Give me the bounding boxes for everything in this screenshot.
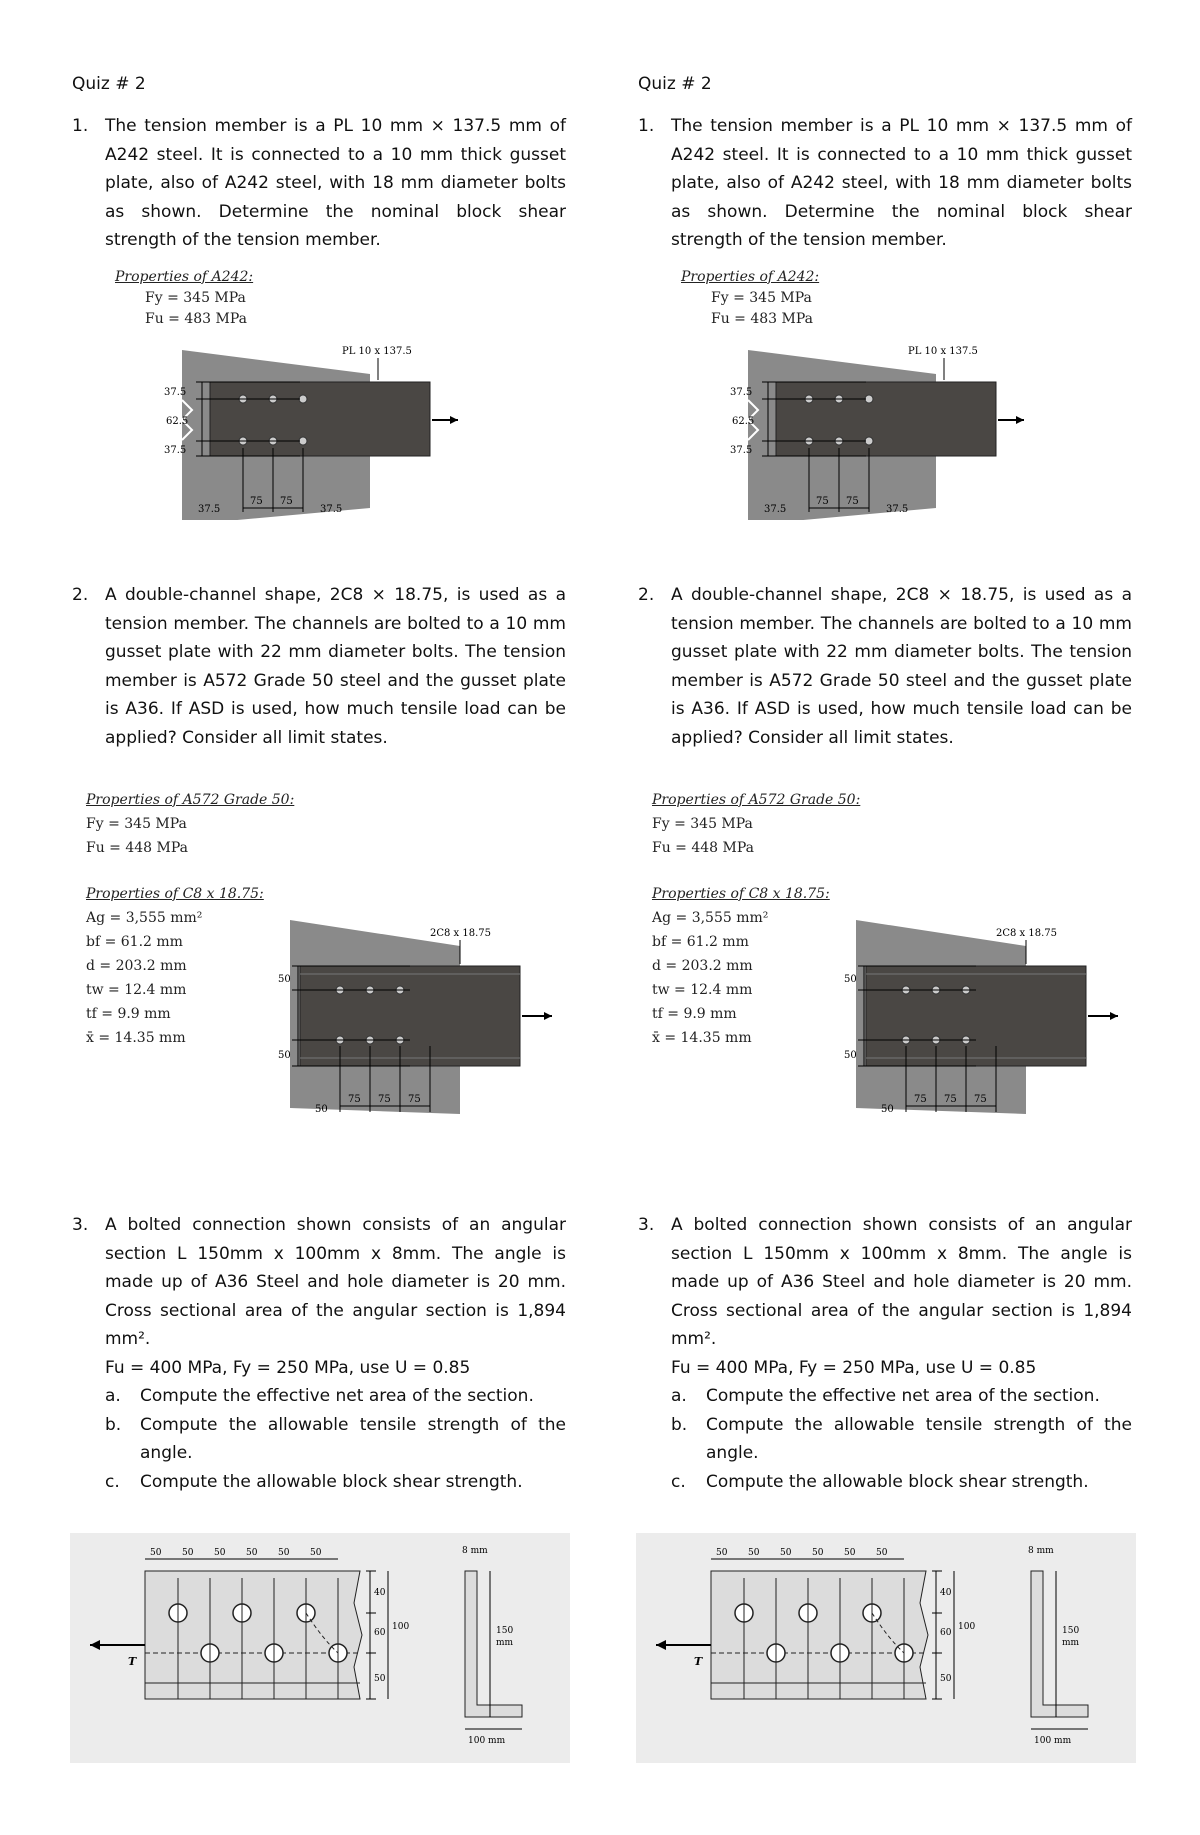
question-number: 3.	[638, 1215, 655, 1235]
question-text: The tension member is a PL 10 mm × 137.5 mm of A242 steel. It is connected to a 10 mm thick gusset plate, also of A242 steel, with 18 mm diameter bolts as shown. Determine the nominal block shear strength of the tension member.	[671, 116, 1132, 250]
bolt	[299, 437, 307, 445]
sub-questions	[105, 1382, 566, 1496]
fu-value: Fu = 448 MPa	[652, 840, 755, 856]
spacing-5: 50	[278, 1548, 290, 1558]
question-number: 2.	[72, 585, 89, 605]
dim-60: 60	[940, 1628, 952, 1638]
width-label: 100 mm	[468, 1736, 506, 1746]
sub-question-b: b. Compute the allowable tensile strength of the angle.	[105, 1414, 566, 1463]
dim-spacing-1: 75	[816, 496, 829, 507]
quiz-title: Quiz # 2	[72, 74, 146, 94]
tw-value: tw = 12.4 mm	[652, 982, 753, 998]
quiz-column-left	[70, 0, 570, 1835]
tf-value: tf = 9.9 mm	[652, 1006, 737, 1022]
bolt	[865, 395, 873, 403]
question-2	[70, 581, 566, 752]
dim-right-edge: 37.5	[320, 504, 343, 515]
section-label: 2C8 x 18.75	[996, 928, 1058, 939]
sub-question-a: a. Compute the effective net area of the section.	[671, 1386, 1100, 1406]
spacing-1: 50	[716, 1548, 728, 1558]
spacing-4: 50	[246, 1548, 258, 1558]
properties-header: Properties of A242:	[681, 269, 820, 285]
ag-value: Ag = 3,555 mm²	[86, 910, 203, 926]
thickness-label: 8 mm	[462, 1546, 488, 1556]
bf-value: bf = 61.2 mm	[86, 934, 183, 950]
properties-a242	[681, 267, 819, 330]
dim-top: 37.5	[730, 387, 753, 398]
tf-value: tf = 9.9 mm	[86, 1006, 171, 1022]
dim-50: 50	[374, 1674, 386, 1684]
dim-bot: 37.5	[730, 445, 753, 456]
arrow-head-icon	[450, 416, 458, 424]
height-label: 150	[496, 1626, 514, 1636]
angle-connection-figure	[70, 1533, 570, 1763]
properties-header: Properties of A572 Grade 50:	[652, 792, 861, 808]
dim-bot: 50	[278, 1050, 291, 1061]
spacing-3: 50	[780, 1548, 792, 1558]
double-channel-figure	[796, 918, 1126, 1118]
question-3	[636, 1211, 1132, 1496]
quiz-column-right	[636, 0, 1136, 1835]
spacing-1: 50	[150, 1548, 162, 1558]
sub-question-a: a. Compute the effective net area of the section.	[105, 1386, 534, 1406]
fu-value: Fu = 483 MPa	[145, 311, 248, 327]
dim-bot: 50	[844, 1050, 857, 1061]
dim-top: 50	[278, 974, 291, 985]
xbar-value: x̄ = 14.35 mm	[86, 1030, 186, 1046]
tw-value: tw = 12.4 mm	[86, 982, 187, 998]
spacing-5: 50	[844, 1548, 856, 1558]
bolt	[865, 437, 873, 445]
question-1	[636, 112, 1132, 255]
dim-left-edge: 37.5	[198, 504, 221, 515]
dim-top: 50	[844, 974, 857, 985]
dim-spacing-1: 75	[250, 496, 263, 507]
properties-header: Properties of C8 x 18.75:	[652, 886, 830, 902]
fy-value: Fy = 345 MPa	[652, 816, 753, 832]
sub-question-c: c. Compute the allowable block shear strength.	[105, 1471, 523, 1492]
dim-top: 37.5	[164, 387, 187, 398]
spacing-6: 50	[310, 1548, 322, 1558]
arrow-head-icon	[1110, 1012, 1118, 1020]
question-text: A bolted connection shown consists of an angular section L 150mm x 100mm x 8mm. The angle is made up of A36 Steel and hole diameter is 20 mm. Cross sectional area of the angular section is 1,894 mm².	[671, 1215, 1132, 1349]
fu-value: Fu = 448 MPa	[86, 840, 189, 856]
angle-connection-figure	[636, 1533, 1136, 1763]
dim-left-edge: 50	[315, 1104, 328, 1115]
dim-right-edge: 37.5	[886, 504, 909, 515]
question-3	[70, 1211, 566, 1496]
properties-a572	[652, 788, 860, 860]
fu-value: Fu = 483 MPa	[711, 311, 814, 327]
question-number: 2.	[638, 585, 655, 605]
dim-40: 40	[374, 1588, 386, 1598]
question-number: 1.	[638, 116, 655, 136]
load-label: T	[128, 1655, 137, 1668]
properties-header: Properties of A242:	[115, 269, 254, 285]
properties-a242	[115, 267, 253, 330]
spacing-4: 50	[812, 1548, 824, 1558]
question-text: A bolted connection shown consists of an angular section L 150mm x 100mm x 8mm. The angle is made up of A36 Steel and hole diameter is 20 mm. Cross sectional area of the angular section is 1,894 mm².	[105, 1215, 566, 1349]
thickness-label: 8 mm	[1028, 1546, 1054, 1556]
spacing-6: 50	[876, 1548, 888, 1558]
dim-100: 100	[392, 1622, 410, 1632]
height-unit: mm	[1062, 1638, 1080, 1648]
plate-label: PL 10 x 137.5	[908, 346, 978, 357]
load-label: T	[694, 1655, 703, 1668]
section-label: 2C8 x 18.75	[430, 928, 492, 939]
channel-member	[300, 966, 520, 1066]
ag-value: Ag = 3,555 mm²	[652, 910, 769, 926]
sub-question-b: b. Compute the allowable tensile strength of the angle.	[671, 1414, 1132, 1463]
question-2	[636, 581, 1132, 752]
given-values: Fu = 400 MPa, Fy = 250 MPa, use U = 0.85	[671, 1357, 1037, 1378]
plate-label: PL 10 x 137.5	[342, 346, 412, 357]
question-text: The tension member is a PL 10 mm × 137.5 mm of A242 steel. It is connected to a 10 mm thick gusset plate, also of A242 steel, with 18 mm diameter bolts as shown. Determine the nominal block shear strength of the tension member.	[105, 116, 566, 250]
given-values: Fu = 400 MPa, Fy = 250 MPa, use U = 0.85	[105, 1357, 471, 1378]
spacing-2: 50	[182, 1548, 194, 1558]
question-text: A double-channel shape, 2C8 × 18.75, is used as a tension member. The channels are bolted to a 10 mm gusset plate with 22 mm diameter bolts. The tension member is A572 Grade 50 steel and the gusset plate is A36. If ASD is used, how much tensile load can be applied? Consider all limit states.	[671, 585, 1132, 748]
height-unit: mm	[496, 1638, 514, 1648]
d-value: d = 203.2 mm	[86, 958, 187, 974]
fy-value: Fy = 345 MPa	[145, 290, 246, 306]
properties-a572	[86, 788, 294, 860]
d-value: d = 203.2 mm	[652, 958, 753, 974]
bolt	[299, 395, 307, 403]
properties-header: Properties of C8 x 18.75:	[86, 886, 264, 902]
dim-spacing-2: 75	[378, 1094, 391, 1105]
fy-value: Fy = 345 MPa	[86, 816, 187, 832]
fy-value: Fy = 345 MPa	[711, 290, 812, 306]
channel-member	[866, 966, 1086, 1066]
dim-mid: 62.5	[166, 416, 189, 427]
dim-40: 40	[940, 1588, 952, 1598]
dim-60: 60	[374, 1628, 386, 1638]
dim-left-edge: 37.5	[764, 504, 787, 515]
dim-mid: 62.5	[732, 416, 755, 427]
spacing-3: 50	[214, 1548, 226, 1558]
xbar-value: x̄ = 14.35 mm	[652, 1030, 752, 1046]
bf-value: bf = 61.2 mm	[652, 934, 749, 950]
arrow-head-icon	[544, 1012, 552, 1020]
properties-header: Properties of A572 Grade 50:	[86, 792, 295, 808]
dim-left-edge: 50	[881, 1104, 894, 1115]
plate-connection-figure	[160, 340, 460, 520]
question-text: A double-channel shape, 2C8 × 18.75, is used as a tension member. The channels are bolted to a 10 mm gusset plate with 22 mm diameter bolts. The tension member is A572 Grade 50 steel and the gusset plate is A36. If ASD is used, how much tensile load can be applied? Consider all limit states.	[105, 585, 566, 748]
sub-questions	[671, 1382, 1132, 1496]
dim-spacing-2: 75	[944, 1094, 957, 1105]
quiz-title: Quiz # 2	[638, 74, 712, 94]
question-number: 3.	[72, 1215, 89, 1235]
dim-100: 100	[958, 1622, 976, 1632]
dim-50: 50	[940, 1674, 952, 1684]
question-1	[70, 112, 566, 255]
spacing-2: 50	[748, 1548, 760, 1558]
width-label: 100 mm	[1034, 1736, 1072, 1746]
dim-spacing-3: 75	[974, 1094, 987, 1105]
arrow-head-icon	[1016, 416, 1024, 424]
plate-connection-figure	[726, 340, 1026, 520]
dim-bot: 37.5	[164, 445, 187, 456]
dim-spacing-1: 75	[348, 1094, 361, 1105]
sub-question-c: c. Compute the allowable block shear strength.	[671, 1471, 1089, 1492]
height-label: 150	[1062, 1626, 1080, 1636]
question-number: 1.	[72, 116, 89, 136]
dim-spacing-2: 75	[846, 496, 859, 507]
dim-spacing-2: 75	[280, 496, 293, 507]
dim-spacing-1: 75	[914, 1094, 927, 1105]
double-channel-figure	[230, 918, 560, 1118]
dim-spacing-3: 75	[408, 1094, 421, 1105]
